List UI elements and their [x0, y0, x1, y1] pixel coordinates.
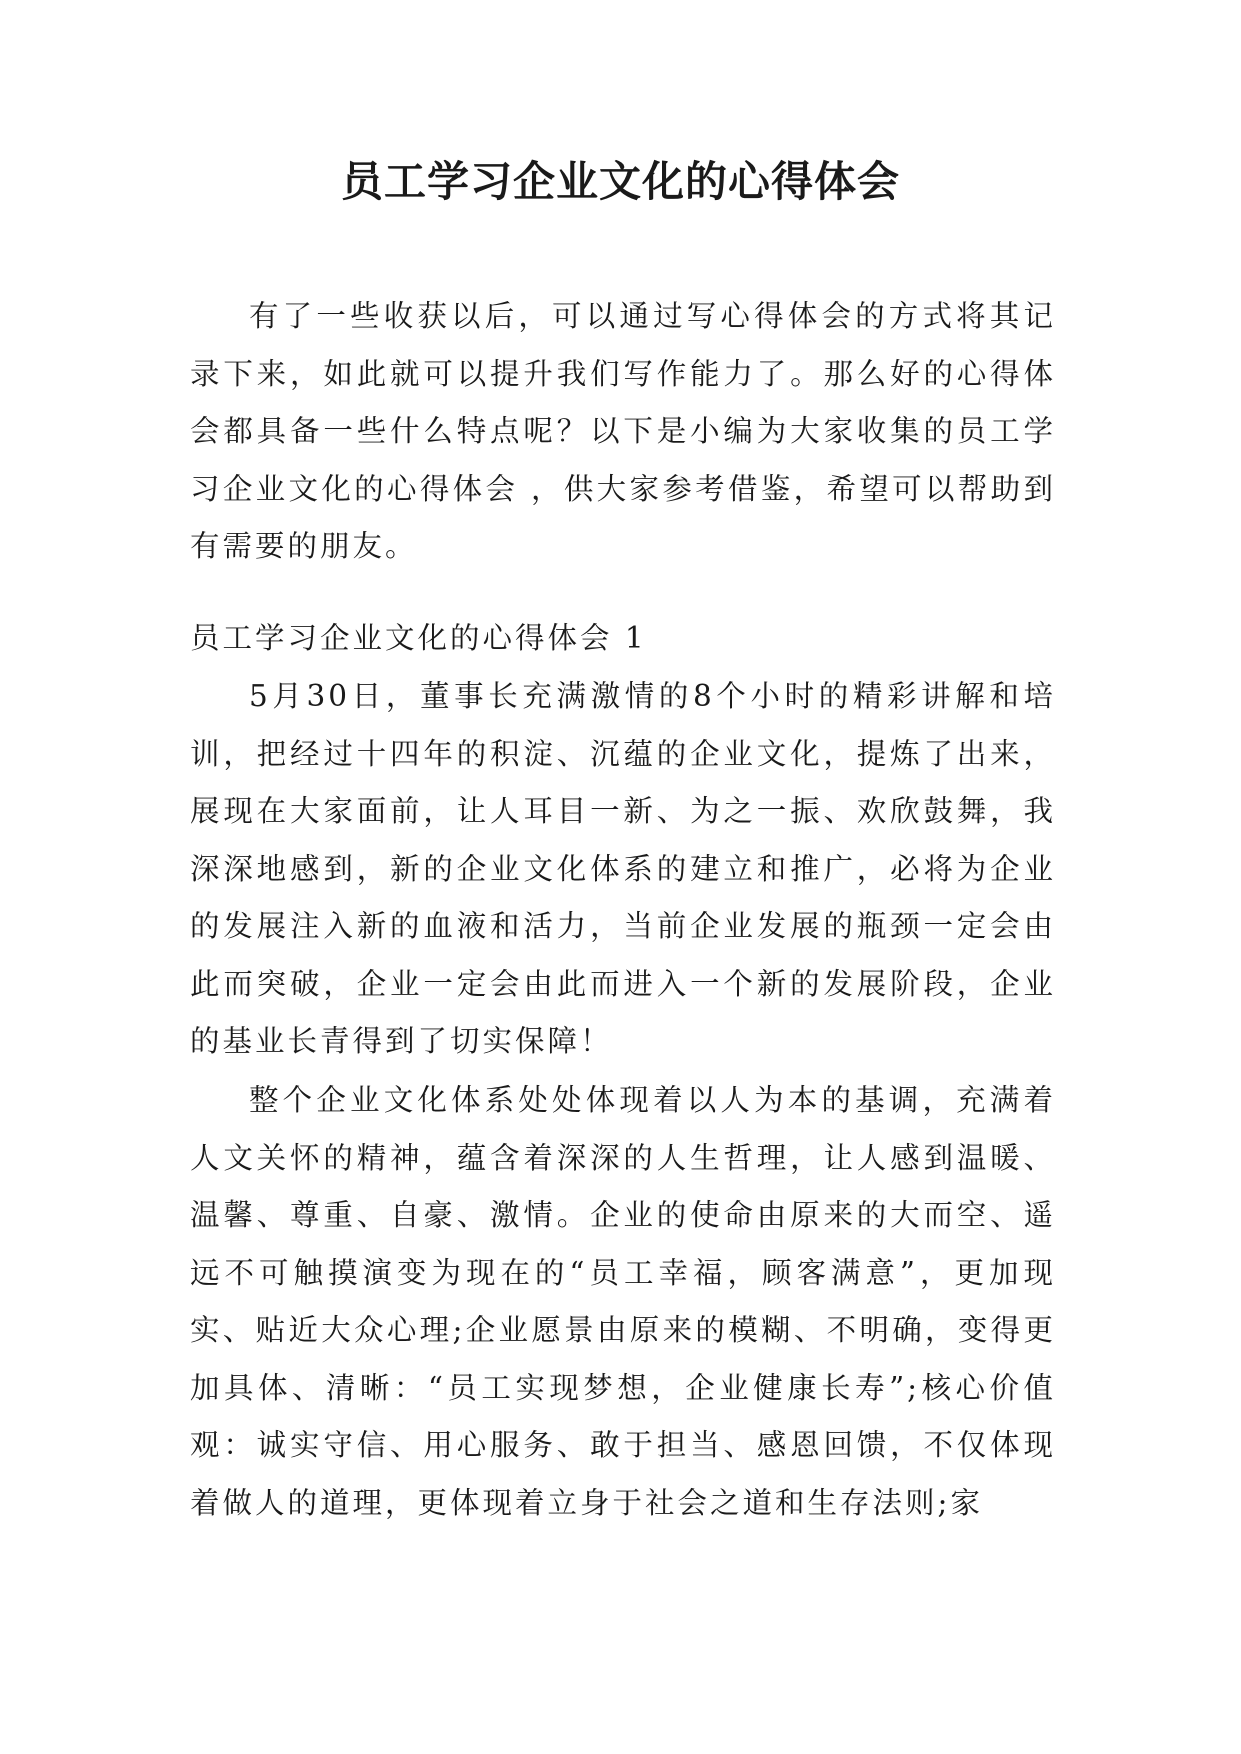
document-title: 员工学习企业文化的心得体会 [340, 157, 900, 206]
body-paragraph-2: 整个企业文化体系处处体现着以人为本的基调，充满着人文关怀的精神，蕴含着深深的人生哲理，让人感到温暖、温馨、尊重、自豪、激情。企业的使命由原来的大而空、遥远不可触摸演变为现在的“员工幸福，顾客满意”，更加现实、贴近大众心理;企业愿景由原来的模糊、不明确，变得更加具体、清晰：“员工实现梦想，企业健康长寿”;核心价值观：诚实守信、用心服务、敢于担当、感恩回馈，不仅体现着做人的道理，更体现着立身于社会之道和生存法则;家 [190, 1083, 1056, 1520]
section-heading: 员工学习企业文化的心得体会 1 [190, 621, 647, 655]
intro-paragraph: 有了一些收获以后，可以通过写心得体会的方式将其记录下来，如此就可以提升我们写作能力了。那么好的心得体会都具备一些什么特点呢？以下是小编为大家收集的员工学习企业文化的心得体会 ，供大家参考借鉴，希望可以帮助到有需要的朋友。 [190, 299, 1056, 563]
body-paragraph-1: 5月30日，董事长充满激情的8个小时的精彩讲解和培训，把经过十四年的积淀、沉蕴的企业文化，提炼了出来，展现在大家面前，让人耳目一新、为之一振、欢欣鼓舞，我深深地感到，新的企业文化体系的建立和推广，必将为企业的发展注入新的血液和活力，当前企业发展的瓶颈一定会由此而突破，企业一定会由此而进入一个新的发展阶段，企业的基业长青得到了切实保障！ [190, 679, 1056, 1058]
